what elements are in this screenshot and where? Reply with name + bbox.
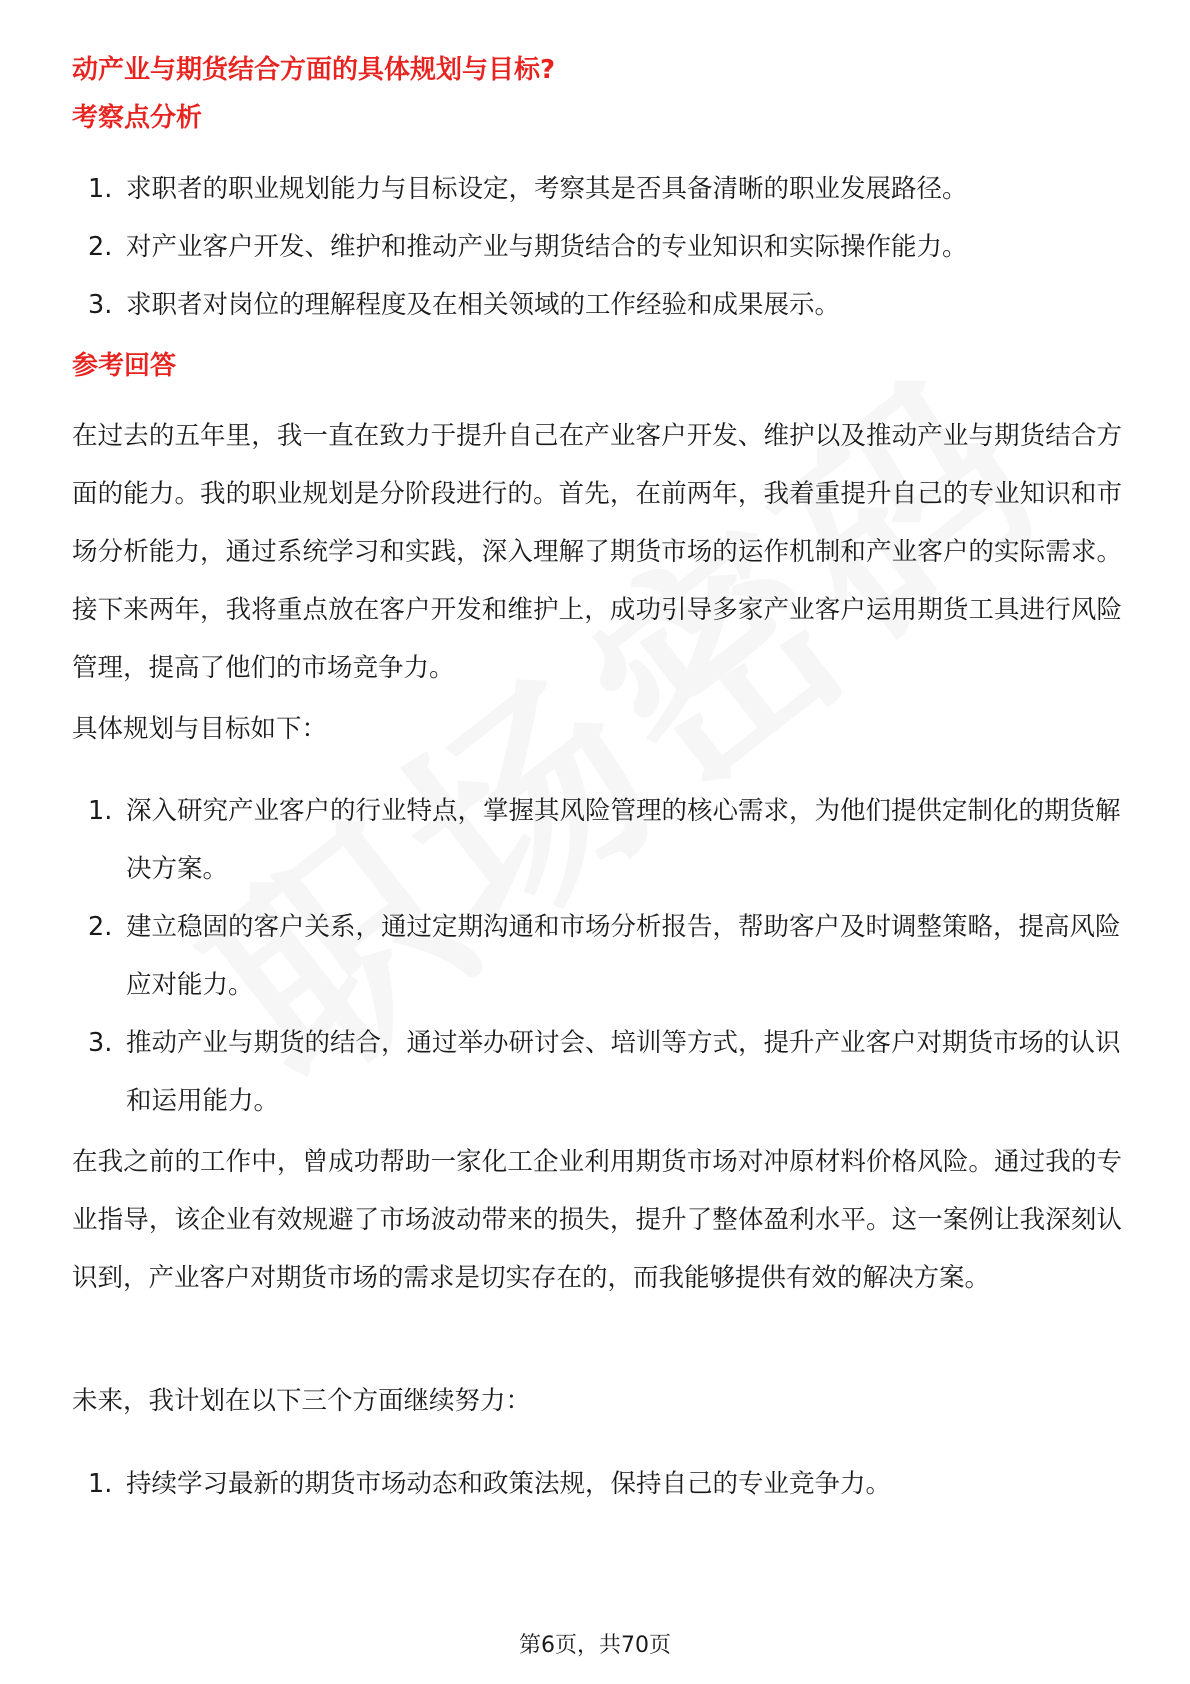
list-item-number: 3. <box>88 290 113 320</box>
answer-heading: 参考回答 <box>72 351 177 381</box>
list-item-text: 深入研究产业客户的行业特点，掌握其风险管理的核心需求，为他们提供定制化的期货解决方案。 <box>126 796 1121 884</box>
list-item-text: 求职者对岗位的理解程度及在相关领域的工作经验和成果展示。 <box>126 290 841 320</box>
page-footer: 第6页，共70页 <box>519 1633 671 1658</box>
list-item-text: 推动产业与期货的结合，通过举办研讨会、培训等方式，提升产业客户对期货市场的认识和运用能力。 <box>126 1028 1121 1116</box>
list-item <box>72 276 1122 334</box>
list-item <box>72 898 1122 1014</box>
list-item-text: 求职者的职业规划能力与目标设定，考察其是否具备清晰的职业发展路径。 <box>126 174 968 204</box>
answer-intro-paragraph: 在过去的五年里，我一直在致力于提升自己在产业客户开发、维护以及推动产业与期货结合方面的能力。我的职业规划是分阶段进行的。首先，在前两年，我着重提升自己的专业知识和市场分析能力，通过系统学习和实践，深入理解了期货市场的运作机制和产业客户的实际需求。接下来两年，我将重点放在客户开发和维护上，成功引导多家产业客户运用期货工具进行风险管理，提高了他们的市场竞争力。 <box>72 421 1122 683</box>
list-item-number: 2. <box>88 912 113 942</box>
list-item <box>72 160 1122 218</box>
list-item <box>72 218 1122 276</box>
analysis-list <box>72 160 1122 334</box>
list-item <box>72 782 1122 898</box>
question-title: 动产业与期货结合方面的具体规划与目标? <box>72 55 556 85</box>
list-item-number: 2. <box>88 232 113 262</box>
future-lead-paragraph: 未来，我计划在以下三个方面继续努力： <box>72 1386 532 1416</box>
list-item <box>72 1014 1122 1130</box>
list-item-number: 1. <box>88 1469 113 1499</box>
list-item-number: 1. <box>88 174 113 204</box>
list-item-number: 3. <box>88 1028 113 1058</box>
list-item <box>72 1455 1122 1513</box>
plan-list <box>72 782 1122 1130</box>
analysis-heading: 考察点分析 <box>72 103 203 133</box>
list-item-text: 持续学习最新的期货市场动态和政策法规，保持自己的专业竞争力。 <box>126 1469 892 1499</box>
future-list <box>72 1455 1122 1513</box>
plan-lead-paragraph: 具体规划与目标如下： <box>72 714 328 744</box>
case-paragraph: 在我之前的工作中，曾成功帮助一家化工企业利用期货市场对冲原材料价格风险。通过我的专业指导，该企业有效规避了市场波动带来的损失，提升了整体盈利水平。这一案例让我深刻认识到，产业客户对期货市场的需求是切实存在的，而我能够提供有效的解决方案。 <box>72 1147 1122 1293</box>
list-item-text: 建立稳固的客户关系，通过定期沟通和市场分析报告，帮助客户及时调整策略，提高风险应对能力。 <box>126 912 1121 1000</box>
list-item-text: 对产业客户开发、维护和推动产业与期货结合的专业知识和实际操作能力。 <box>126 232 968 262</box>
list-item-number: 1. <box>88 796 113 826</box>
